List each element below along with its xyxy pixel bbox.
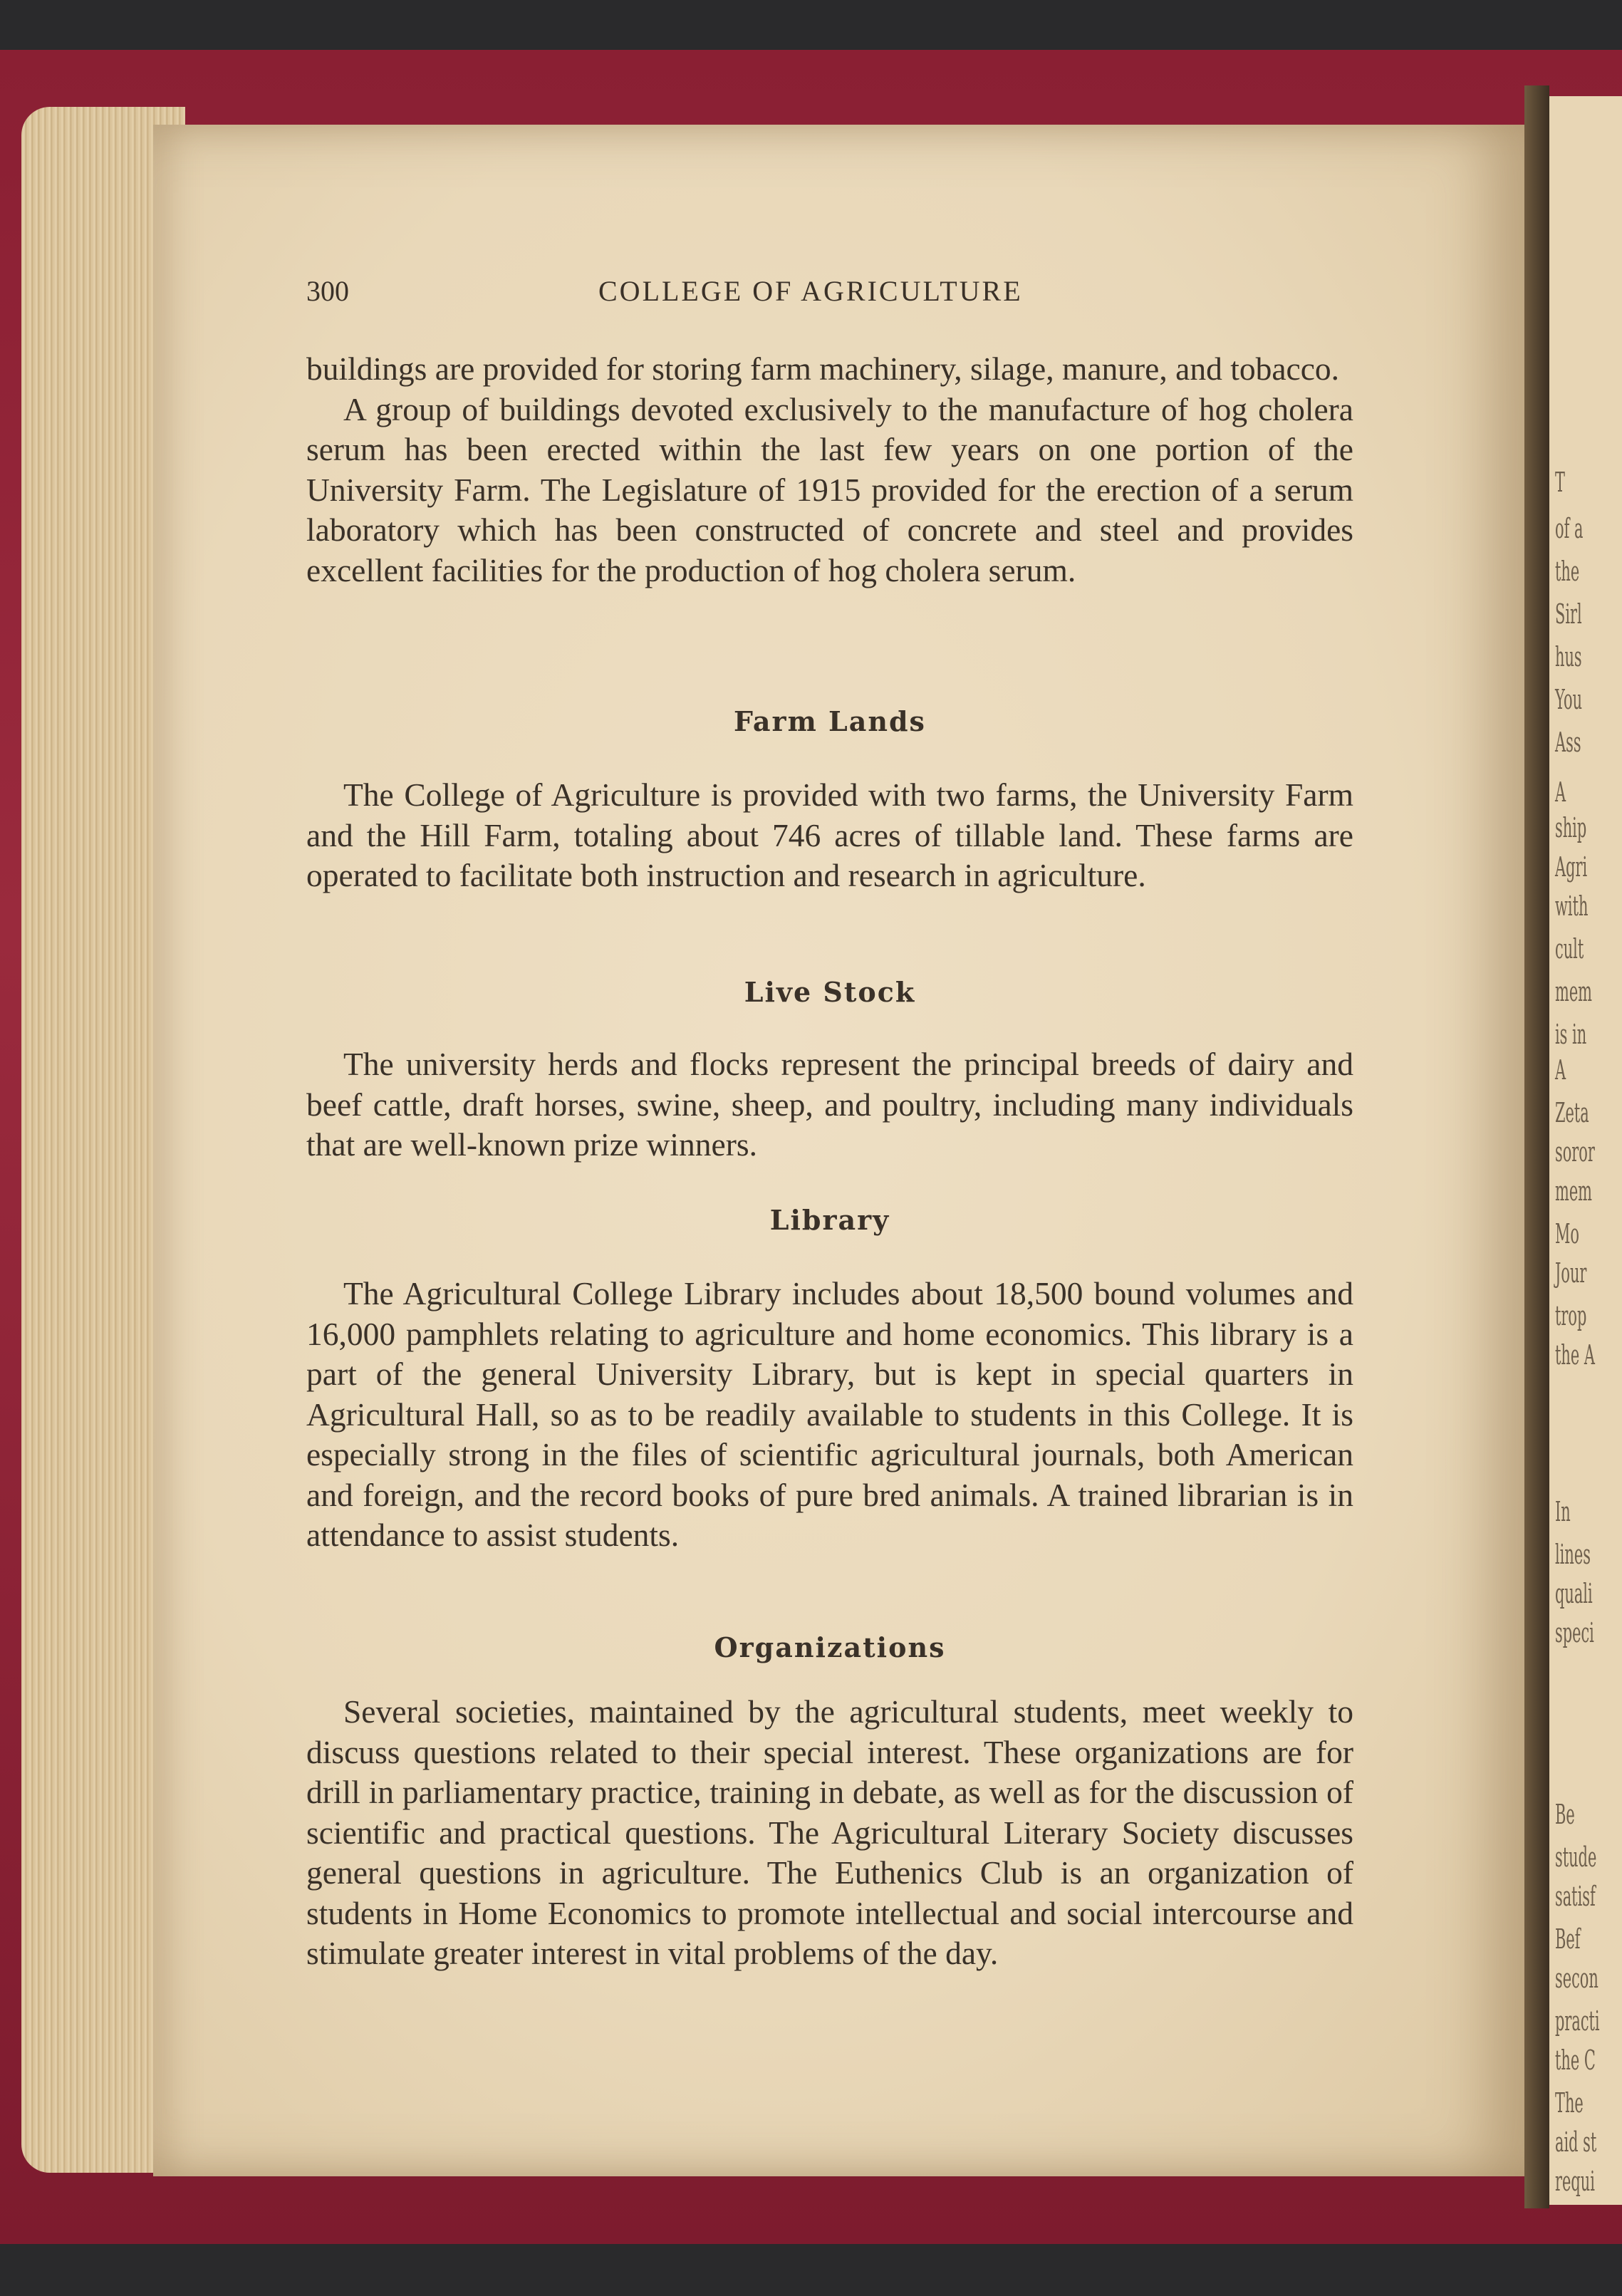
facing-text: stude [1555,1842,1597,1873]
facing-text: secon [1555,1963,1598,1994]
facing-text: of a [1555,513,1584,544]
facing-text: A [1555,776,1566,808]
facing-text: In [1555,1496,1571,1527]
section-farm-lands [306,705,1353,737]
facing-text: You [1555,684,1583,715]
facing-page-edge [1549,96,1622,2205]
facing-text: ship [1555,812,1587,843]
continued-paragraph: buildings are provided for storing farm machinery, silage, manure, and tobacco. [306,350,1340,387]
section-live-stock-body [306,1044,1353,1165]
facing-text: cult [1555,933,1584,965]
facing-text: A [1555,1054,1566,1086]
facing-text: with [1555,890,1589,922]
section-live-stock [306,976,1353,1008]
section-paragraph: The College of Agriculture is provided with two farms, the University Farm and the Hill Farm, totaling about 746 acres of tillable land. These farms are operated to facilitate both instruction and research in agriculture. [306,776,1353,893]
section-organizations-body [306,1692,1353,1974]
facing-text: Sirl [1555,598,1582,630]
section-organizations [306,1631,1353,1663]
facing-text: the [1555,556,1580,587]
facing-text: quali [1555,1578,1593,1609]
section-farm-lands-body [306,775,1353,896]
facing-text: Jour [1555,1257,1587,1289]
section-paragraph: The university herds and flocks represent the principal breeds of dairy and beef cattle, draft horses, swine, sheep, and poultry, including many individuals that are well-known prize winners. [306,1046,1353,1163]
facing-text: mem [1555,976,1593,1007]
section-heading: Live Stock [744,976,916,1008]
facing-text: soror [1555,1136,1595,1168]
section-heading: Farm Lands [734,705,926,737]
section-heading: Organizations [714,1631,946,1663]
facing-text: Ass [1555,727,1581,758]
facing-text: Agri [1555,851,1588,883]
facing-text: mem [1555,1175,1593,1207]
running-title: COLLEGE OF AGRICULTURE [598,275,1023,307]
facing-text: the A [1555,1339,1595,1371]
facing-text: hus [1555,641,1582,672]
facing-text: the C [1555,2045,1596,2076]
facing-text: satisf [1555,1881,1596,1912]
intro-block [306,349,1353,591]
facing-text: Bef [1555,1923,1581,1955]
facing-text: Mo [1555,1218,1579,1250]
facing-text: Be [1555,1799,1575,1830]
facing-text: trop [1555,1300,1587,1331]
facing-text: practi [1555,2005,1600,2037]
book-gutter [1524,85,1549,2208]
facing-text: Zeta [1555,1097,1589,1128]
section-heading: Library [769,1204,890,1236]
page-number: 300 [306,275,349,307]
serum-paragraph: A group of buildings devoted exclusively to the manufacture of hog cholera serum has been erected within the last few years on one portion of the University Farm. The Legislature of 1915 provided for the erection of a serum laboratory which has been constructed of concrete and steel and provides excellent facilities for the production of hog cholera serum. [306,390,1353,588]
facing-text: aid st [1555,2126,1597,2158]
facing-text: The [1555,2087,1584,2119]
section-paragraph: The Agricultural College Library includes about 18,500 bound volumes and 16,000 pamphlets relating to agriculture and home economics. This library is a part of the general University Library, but is kept in special quarters in Agricultural Hall, so as to be readily available to students in this College. It is especially strong in the files of scientific agricultural journals, both American and foreign, and the record books of pure bred animals. A trained librarian is in attendance to assist students. [306,1275,1353,1553]
facing-text: is in [1555,1019,1587,1050]
section-library [306,1204,1353,1236]
section-paragraph: Several societies, maintained by the agricultural students, meet weekly to discuss questions related to their special interest. These organizations are for drill in parliamentary practice, training in debate, as well as for the discussion of scientific and practical questions. The Agricultural Literary Society discusses general questions in agriculture. The Euthenics Club is an organization of students in Home Economics to promote intellectual and social intercourse and stimulate greater interest in vital problems of the day. [306,1693,1353,1971]
facing-text: requi [1555,2166,1595,2197]
facing-text: T [1555,467,1565,498]
section-library-body [306,1274,1353,1556]
facing-text: lines [1555,1539,1591,1570]
page-header [306,274,1353,317]
facing-text: speci [1555,1617,1594,1648]
